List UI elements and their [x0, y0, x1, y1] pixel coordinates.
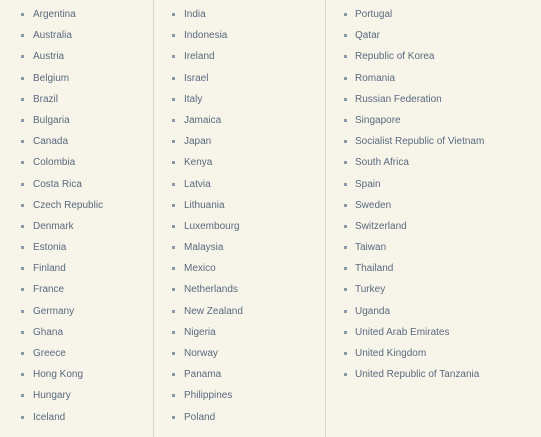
country-name: Qatar: [355, 30, 381, 42]
country-link[interactable]: [326, 364, 541, 385]
bullet-icon: [172, 225, 175, 228]
country-name: Canada: [33, 136, 69, 148]
country-name: Ireland: [184, 51, 215, 63]
country-link[interactable]: [326, 322, 541, 343]
bullet-icon: [172, 55, 175, 58]
country-link[interactable]: [154, 407, 325, 428]
country-name: Colombia: [33, 157, 76, 169]
country-link[interactable]: [0, 110, 153, 131]
country-link[interactable]: [0, 364, 153, 385]
bullet-icon: [21, 55, 24, 58]
bullet-icon: [344, 13, 347, 16]
country-name: Spain: [355, 178, 381, 190]
bullet-icon: [172, 394, 175, 397]
country-name: Poland: [184, 411, 216, 423]
country-name: Panama: [184, 369, 222, 381]
bullet-icon: [21, 140, 24, 143]
country-link[interactable]: [326, 195, 541, 216]
bullet-icon: [344, 119, 347, 122]
country-name: Philippines: [184, 390, 233, 402]
country-name: Singapore: [355, 114, 401, 126]
country-column-1: [0, 0, 153, 437]
country-link[interactable]: [326, 25, 541, 46]
country-name: Germany: [33, 305, 75, 317]
bullet-icon: [21, 416, 24, 419]
bullet-icon: [21, 119, 24, 122]
country-name: Hungary: [33, 390, 71, 402]
bullet-icon: [172, 416, 175, 419]
country-link[interactable]: [326, 4, 541, 25]
country-name: Switzerland: [355, 220, 407, 232]
bullet-icon: [344, 331, 347, 334]
bullet-icon: [172, 34, 175, 37]
bullet-icon: [344, 288, 347, 291]
country-name: Malaysia: [184, 242, 224, 254]
country-link[interactable]: [326, 174, 541, 195]
country-link[interactable]: [154, 385, 325, 406]
country-link[interactable]: [326, 131, 541, 152]
country-name: Thailand: [355, 263, 394, 275]
country-link[interactable]: [154, 68, 325, 89]
country-link[interactable]: [154, 216, 325, 237]
country-name: Uganda: [355, 305, 391, 317]
country-name: Latvia: [184, 178, 211, 190]
country-link[interactable]: [154, 89, 325, 110]
bullet-icon: [21, 246, 24, 249]
country-name: Greece: [33, 348, 66, 359]
country-list: [0, 0, 153, 428]
country-name: Lithuania: [184, 199, 225, 211]
country-link[interactable]: [154, 174, 325, 195]
bullet-icon: [21, 373, 24, 376]
country-link[interactable]: [0, 407, 153, 428]
bullet-icon: [344, 373, 347, 376]
country-link[interactable]: [0, 68, 153, 89]
country-name: Italy: [184, 93, 203, 105]
country-name: Nigeria: [184, 326, 216, 338]
country-name: Republic of Korea: [355, 51, 435, 63]
country-link[interactable]: [154, 110, 325, 131]
country-link[interactable]: [0, 322, 153, 343]
country-list: [326, 0, 541, 385]
country-link[interactable]: [154, 364, 325, 385]
country-name: Sweden: [355, 199, 392, 211]
bullet-icon: [172, 246, 175, 249]
country-link[interactable]: [326, 279, 541, 300]
bullet-icon: [172, 140, 175, 143]
bullet-icon: [21, 98, 24, 101]
country-name: Australia: [33, 30, 72, 42]
bullet-icon: [172, 204, 175, 207]
country-link[interactable]: [154, 195, 325, 216]
country-name: Brazil: [33, 93, 59, 105]
country-name: Hong Kong: [33, 369, 84, 381]
country-name: United Kingdom: [355, 348, 427, 359]
country-name: Mexico: [184, 263, 216, 275]
bullet-icon: [21, 13, 24, 16]
country-link[interactable]: [326, 110, 541, 131]
country-name: United Republic of Tanzania: [355, 369, 480, 381]
bullet-icon: [172, 13, 175, 16]
country-name: Costa Rica: [33, 178, 82, 190]
country-link[interactable]: [326, 46, 541, 67]
country-name: Netherlands: [184, 284, 238, 296]
bullet-icon: [21, 310, 24, 313]
country-link[interactable]: [0, 195, 153, 216]
bullet-icon: [344, 352, 347, 355]
country-link[interactable]: [0, 89, 153, 110]
bullet-icon: [21, 161, 24, 164]
country-name: Russian Federation: [355, 93, 442, 105]
bullet-icon: [344, 310, 347, 313]
country-name: Romania: [355, 72, 396, 84]
bullet-icon: [21, 394, 24, 397]
country-link[interactable]: [154, 152, 325, 173]
country-name: Argentina: [33, 9, 76, 20]
country-name: Norway: [184, 348, 218, 359]
country-link[interactable]: [0, 25, 153, 46]
country-name: Estonia: [33, 242, 67, 254]
country-link[interactable]: [326, 89, 541, 110]
country-link[interactable]: [326, 68, 541, 89]
bullet-icon: [21, 225, 24, 228]
country-link[interactable]: [154, 237, 325, 258]
country-name: Luxembourg: [184, 220, 240, 232]
country-link[interactable]: [154, 46, 325, 67]
country-link[interactable]: [326, 343, 541, 364]
country-name: Bulgaria: [33, 114, 70, 126]
country-name: Portugal: [355, 9, 393, 20]
country-link[interactable]: [154, 258, 325, 279]
bullet-icon: [21, 34, 24, 37]
country-name: Iceland: [33, 411, 66, 423]
country-link[interactable]: [154, 279, 325, 300]
country-name: Denmark: [33, 220, 74, 232]
bullet-icon: [344, 98, 347, 101]
country-link[interactable]: [326, 152, 541, 173]
bullet-icon: [344, 183, 347, 186]
country-link[interactable]: [0, 131, 153, 152]
bullet-icon: [172, 183, 175, 186]
country-link[interactable]: [154, 301, 325, 322]
bullet-icon: [172, 119, 175, 122]
bullet-icon: [21, 288, 24, 291]
country-link[interactable]: [154, 131, 325, 152]
bullet-icon: [344, 161, 347, 164]
country-link[interactable]: [0, 258, 153, 279]
country-name: New Zealand: [184, 305, 243, 317]
bullet-icon: [344, 34, 347, 37]
country-column-2: [153, 0, 325, 437]
bullet-icon: [172, 267, 175, 270]
bullet-icon: [344, 225, 347, 228]
country-name: Jamaica: [184, 114, 222, 126]
bullet-icon: [172, 77, 175, 80]
country-link[interactable]: [154, 4, 325, 25]
bullet-icon: [172, 352, 175, 355]
country-link[interactable]: [0, 152, 153, 173]
bullet-icon: [21, 331, 24, 334]
bullet-icon: [172, 161, 175, 164]
bullet-icon: [21, 204, 24, 207]
country-link[interactable]: [0, 237, 153, 258]
bullet-icon: [21, 352, 24, 355]
country-link[interactable]: [0, 46, 153, 67]
bullet-icon: [21, 183, 24, 186]
country-link[interactable]: [0, 385, 153, 406]
bullet-icon: [21, 77, 24, 80]
country-name: Austria: [33, 51, 65, 63]
country-link[interactable]: [154, 322, 325, 343]
country-name: Turkey: [355, 284, 386, 296]
country-link[interactable]: [326, 216, 541, 237]
country-link[interactable]: [0, 301, 153, 322]
country-name: Belgium: [33, 72, 70, 84]
bullet-icon: [344, 267, 347, 270]
country-name: Czech Republic: [33, 199, 104, 211]
bullet-icon: [344, 204, 347, 207]
country-name: Ghana: [33, 326, 64, 338]
country-link[interactable]: [326, 237, 541, 258]
country-name: Kenya: [184, 157, 213, 169]
bullet-icon: [172, 331, 175, 334]
bullet-icon: [172, 373, 175, 376]
country-name: India: [184, 9, 206, 20]
country-link[interactable]: [154, 343, 325, 364]
country-name: Socialist Republic of Vietnam: [355, 136, 485, 148]
country-name: South Africa: [355, 157, 409, 169]
bullet-icon: [344, 140, 347, 143]
country-name: Israel: [184, 72, 209, 84]
bullet-icon: [21, 267, 24, 270]
country-link[interactable]: [326, 258, 541, 279]
country-link[interactable]: [0, 216, 153, 237]
country-link[interactable]: [326, 301, 541, 322]
country-link[interactable]: [154, 25, 325, 46]
country-name: Taiwan: [355, 242, 387, 254]
bullet-icon: [172, 288, 175, 291]
bullet-icon: [344, 246, 347, 249]
country-column-3: [325, 0, 541, 437]
country-link[interactable]: [0, 343, 153, 364]
country-name: France: [33, 284, 65, 296]
country-name: Finland: [33, 263, 66, 275]
country-name: Japan: [184, 136, 212, 148]
country-name: Indonesia: [184, 30, 228, 42]
bullet-icon: [172, 98, 175, 101]
country-link[interactable]: [0, 279, 153, 300]
bullet-icon: [172, 310, 175, 313]
bullet-icon: [344, 77, 347, 80]
country-link[interactable]: [0, 174, 153, 195]
country-link[interactable]: [0, 4, 153, 25]
country-list: [154, 0, 325, 428]
country-name: United Arab Emirates: [355, 326, 450, 338]
bullet-icon: [344, 55, 347, 58]
